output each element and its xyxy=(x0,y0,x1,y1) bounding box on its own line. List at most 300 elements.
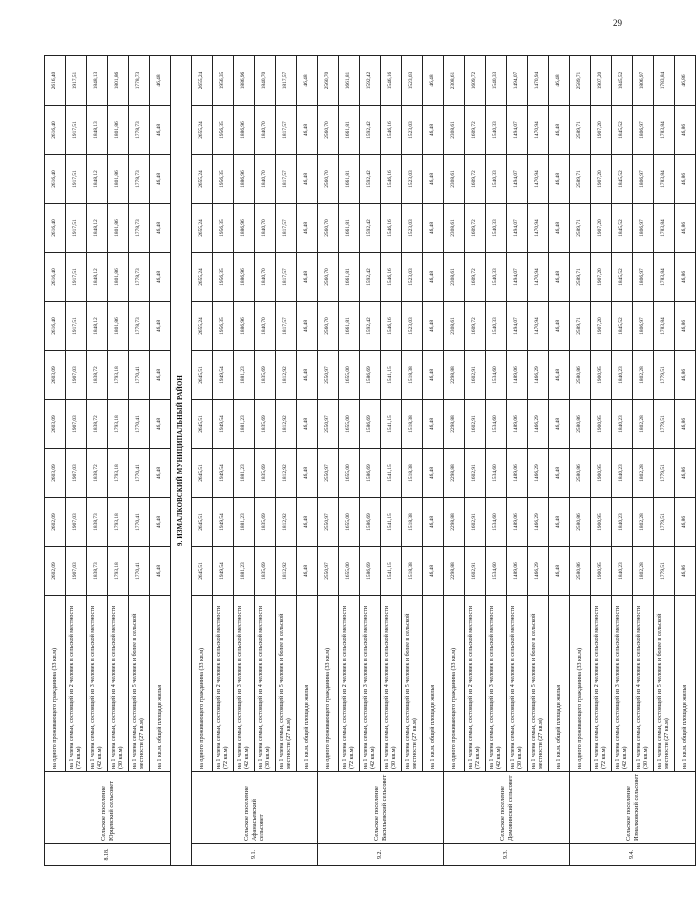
norm-label: на 1 кв.м. общей площади жилья xyxy=(150,596,171,772)
value-cell: 1661,81 xyxy=(339,204,360,253)
value-cell: 1900,95 xyxy=(591,547,612,596)
table-row xyxy=(633,56,654,866)
value-cell: 46,48 xyxy=(423,204,444,253)
row-group-index: 9.1. xyxy=(192,844,318,866)
tariff-table xyxy=(44,55,696,866)
norm-label: на 1 члена семьи, состоящей из 4 человек в сельской местности (30 кв.м) xyxy=(255,596,276,772)
value-cell: 1546,16 xyxy=(381,253,402,302)
value-cell: 1661,81 xyxy=(339,253,360,302)
value-cell: 1592,42 xyxy=(360,155,381,204)
norm-label: на 1 члена семьи, состоящей из 5 человек и более в сельской местности (27 кв.м) xyxy=(402,596,423,772)
value-cell: 1793,18 xyxy=(108,547,129,596)
value-cell: 46,48 xyxy=(423,547,444,596)
value-cell: 1835,69 xyxy=(255,351,276,400)
value-cell: 46,48 xyxy=(297,547,318,596)
value-cell: 46,48 xyxy=(423,106,444,155)
value-cell: 1523,03 xyxy=(402,56,423,106)
value-cell: 1783,84 xyxy=(654,204,675,253)
value-cell: 2308,61 xyxy=(444,56,465,106)
value-cell: 1802,28 xyxy=(633,400,654,449)
value-cell: 1793,18 xyxy=(108,498,129,547)
value-cell: 1949,54 xyxy=(213,449,234,498)
value-cell: 1956,35 xyxy=(213,253,234,302)
value-cell: 1661,81 xyxy=(339,106,360,155)
value-cell: 46,48 xyxy=(549,547,570,596)
value-cell: 2602,09 xyxy=(45,547,66,596)
norm-label: на 1 члена семьи, состоящей из 5 человек и более в сельской местности (27 кв.м) xyxy=(528,596,549,772)
value-cell: 1602,91 xyxy=(465,400,486,449)
value-cell: 1801,86 xyxy=(108,204,129,253)
value-cell: 1546,16 xyxy=(381,155,402,204)
value-cell: 2308,61 xyxy=(444,253,465,302)
value-cell: 46,86 xyxy=(675,204,696,253)
value-cell: 2655,24 xyxy=(192,302,213,351)
value-cell: 1541,15 xyxy=(381,400,402,449)
value-cell: 1783,84 xyxy=(654,302,675,351)
value-cell: 1840,23 xyxy=(612,351,633,400)
value-cell: 46,86 xyxy=(675,449,696,498)
value-cell: 1956,35 xyxy=(213,155,234,204)
value-cell: 2560,70 xyxy=(318,106,339,155)
value-cell: 46,48 xyxy=(549,449,570,498)
value-cell: 2298,88 xyxy=(444,547,465,596)
value-cell: 46,86 xyxy=(675,253,696,302)
row-group-index: 8.18. xyxy=(45,844,171,866)
value-cell: 1470,94 xyxy=(528,253,549,302)
value-cell: 2308,61 xyxy=(444,204,465,253)
value-cell: 1812,92 xyxy=(276,400,297,449)
value-cell: 1907,20 xyxy=(591,56,612,106)
value-cell: 46,48 xyxy=(549,302,570,351)
value-cell: 1886,96 xyxy=(234,204,255,253)
value-cell: 1845,52 xyxy=(612,302,633,351)
value-cell: 1541,15 xyxy=(381,498,402,547)
value-cell: 46,48 xyxy=(297,400,318,449)
value-cell: 46,48 xyxy=(150,56,171,106)
value-cell: 1518,38 xyxy=(402,498,423,547)
value-cell: 46,48 xyxy=(150,155,171,204)
value-cell: 1778,73 xyxy=(129,56,150,106)
value-cell: 1907,20 xyxy=(591,155,612,204)
value-cell: 1817,57 xyxy=(276,204,297,253)
value-cell: 1812,92 xyxy=(276,449,297,498)
table-row xyxy=(213,56,234,866)
value-cell: 1534,60 xyxy=(486,351,507,400)
value-cell: 1848,13 xyxy=(87,106,108,155)
table-row xyxy=(612,56,633,866)
value-cell: 1602,91 xyxy=(465,498,486,547)
norm-label: на 1 кв.м. общей площади жилья xyxy=(297,596,318,772)
value-cell: 1806,97 xyxy=(633,204,654,253)
value-cell: 1845,52 xyxy=(612,253,633,302)
value-cell: 1541,15 xyxy=(381,449,402,498)
value-cell: 46,48 xyxy=(297,155,318,204)
value-cell: 1540,33 xyxy=(486,204,507,253)
value-cell: 1835,69 xyxy=(255,498,276,547)
value-cell: 46,48 xyxy=(549,106,570,155)
value-cell: 46,48 xyxy=(423,400,444,449)
table-row xyxy=(507,56,528,866)
value-cell: 1840,70 xyxy=(255,56,276,106)
value-cell: 1602,91 xyxy=(465,547,486,596)
table-row xyxy=(150,56,171,866)
row-group-index: 9.3. xyxy=(444,844,570,866)
value-cell: 46,48 xyxy=(150,400,171,449)
value-cell: 1586,69 xyxy=(360,547,381,596)
value-cell: 1592,42 xyxy=(360,253,381,302)
value-cell: 2603,09 xyxy=(45,400,66,449)
value-cell: 2603,09 xyxy=(45,351,66,400)
value-cell: 46,48 xyxy=(297,106,318,155)
value-cell: 1778,73 xyxy=(129,155,150,204)
value-cell: 1540,33 xyxy=(486,56,507,106)
value-cell: 46,48 xyxy=(150,253,171,302)
value-cell: 46,48 xyxy=(297,302,318,351)
region-title: 9. ИЗМАЛКОВСКИЙ МУНИЦИПАЛЬНЫЙ РАЙОН xyxy=(171,56,192,866)
rotated-table-frame xyxy=(44,56,688,866)
value-cell: 2298,88 xyxy=(444,449,465,498)
value-cell: 1779,51 xyxy=(654,400,675,449)
value-cell: 1540,33 xyxy=(486,302,507,351)
value-cell: 1838,72 xyxy=(87,400,108,449)
value-cell: 1817,57 xyxy=(276,56,297,106)
value-cell: 1840,70 xyxy=(255,253,276,302)
table-row xyxy=(444,56,465,866)
table-row xyxy=(255,56,276,866)
value-cell: 46,48 xyxy=(150,106,171,155)
value-cell: 1838,73 xyxy=(87,498,108,547)
value-cell: 2560,70 xyxy=(318,56,339,106)
table-row xyxy=(570,56,591,866)
value-cell: 1835,69 xyxy=(255,547,276,596)
value-cell: 2308,61 xyxy=(444,106,465,155)
value-cell: 1523,03 xyxy=(402,204,423,253)
value-cell: 1494,07 xyxy=(507,56,528,106)
value-cell: 1466,29 xyxy=(528,498,549,547)
value-cell: 1523,03 xyxy=(402,302,423,351)
value-cell: 1494,07 xyxy=(507,155,528,204)
value-cell: 1779,51 xyxy=(654,351,675,400)
value-cell: 1518,38 xyxy=(402,547,423,596)
value-cell: 46,48 xyxy=(297,449,318,498)
value-cell: 1534,60 xyxy=(486,400,507,449)
norm-label: на 1 члена семьи, состоящей из 3 человек в сельской местности (42 кв.м) xyxy=(612,596,633,772)
norm-label: на одного проживающего гражданина (33 кв.м) xyxy=(192,596,213,772)
value-cell: 2616,40 xyxy=(45,253,66,302)
value-cell: 2560,70 xyxy=(318,302,339,351)
value-cell: 1907,03 xyxy=(66,449,87,498)
value-cell: 1801,86 xyxy=(108,302,129,351)
value-cell: 1470,94 xyxy=(528,204,549,253)
value-cell: 1540,33 xyxy=(486,155,507,204)
settlement-name: Сельское поселение Домовинский сельсовет xyxy=(444,772,570,844)
value-cell: 1489,06 xyxy=(507,498,528,547)
value-cell: 1806,97 xyxy=(633,302,654,351)
value-cell: 1886,96 xyxy=(234,106,255,155)
value-cell: 1655,00 xyxy=(339,547,360,596)
value-cell: 1779,51 xyxy=(654,449,675,498)
value-cell: 1609,72 xyxy=(465,56,486,106)
value-cell: 1817,57 xyxy=(276,155,297,204)
table-row xyxy=(402,56,423,866)
value-cell: 1881,23 xyxy=(234,351,255,400)
value-cell: 1949,54 xyxy=(213,547,234,596)
value-cell: 1655,00 xyxy=(339,498,360,547)
value-cell: 1523,03 xyxy=(402,106,423,155)
value-cell: 2298,88 xyxy=(444,498,465,547)
value-cell: 1586,69 xyxy=(360,498,381,547)
value-cell: 46,48 xyxy=(150,498,171,547)
table-row xyxy=(87,56,108,866)
table-row xyxy=(486,56,507,866)
value-cell: 1838,72 xyxy=(87,351,108,400)
value-cell: 46,48 xyxy=(150,204,171,253)
value-cell: 1900,95 xyxy=(591,400,612,449)
value-cell: 1840,70 xyxy=(255,155,276,204)
value-cell: 1835,69 xyxy=(255,449,276,498)
value-cell: 1586,69 xyxy=(360,449,381,498)
value-cell: 1812,92 xyxy=(276,498,297,547)
value-cell: 2655,24 xyxy=(192,106,213,155)
value-cell: 1770,41 xyxy=(129,498,150,547)
value-cell: 1949,54 xyxy=(213,498,234,547)
value-cell: 1956,35 xyxy=(213,204,234,253)
value-cell: 1881,23 xyxy=(234,400,255,449)
value-cell: 1907,20 xyxy=(591,106,612,155)
value-cell: 46,48 xyxy=(150,351,171,400)
value-cell: 2589,71 xyxy=(570,253,591,302)
value-cell: 1848,12 xyxy=(87,302,108,351)
value-cell: 1917,51 xyxy=(66,56,87,106)
value-cell: 1494,07 xyxy=(507,302,528,351)
table-body xyxy=(45,56,696,866)
value-cell: 1778,73 xyxy=(129,106,150,155)
norm-label: на 1 члена семьи, состоящей из 2 человек в сельской местности (72 кв.м) xyxy=(66,596,87,772)
value-cell: 2616,40 xyxy=(45,106,66,155)
value-cell: 1848,12 xyxy=(87,204,108,253)
value-cell: 1848,12 xyxy=(87,253,108,302)
value-cell: 1541,15 xyxy=(381,547,402,596)
value-cell: 1592,42 xyxy=(360,56,381,106)
value-cell: 1466,29 xyxy=(528,547,549,596)
value-cell: 1817,57 xyxy=(276,253,297,302)
value-cell: 1840,23 xyxy=(612,547,633,596)
norm-label: на 1 члена семьи, состоящей из 3 человек в сельской местности (42 кв.м) xyxy=(234,596,255,772)
value-cell: 1489,06 xyxy=(507,351,528,400)
table-row xyxy=(234,56,255,866)
value-cell: 2589,71 xyxy=(570,302,591,351)
table-row xyxy=(381,56,402,866)
value-cell: 1466,29 xyxy=(528,351,549,400)
norm-label: на 1 кв.м. общей площади жилья xyxy=(423,596,444,772)
table-row xyxy=(528,56,549,866)
value-cell: 1840,70 xyxy=(255,204,276,253)
value-cell: 2550,97 xyxy=(318,498,339,547)
value-cell: 2580,86 xyxy=(570,498,591,547)
row-group-index: 9.4. xyxy=(570,844,696,866)
value-cell: 1949,54 xyxy=(213,400,234,449)
value-cell: 46,48 xyxy=(150,302,171,351)
value-cell: 1848,13 xyxy=(87,56,108,106)
norm-label: на 1 члена семьи, состоящей из 2 человек в сельской местности (72 кв.м) xyxy=(465,596,486,772)
value-cell: 1881,23 xyxy=(234,498,255,547)
value-cell: 1534,60 xyxy=(486,498,507,547)
value-cell: 1793,18 xyxy=(108,400,129,449)
value-cell: 2589,71 xyxy=(570,106,591,155)
value-cell: 2655,24 xyxy=(192,155,213,204)
value-cell: 2645,51 xyxy=(192,351,213,400)
value-cell: 1540,33 xyxy=(486,106,507,155)
value-cell: 1655,00 xyxy=(339,400,360,449)
norm-label: на 1 члена семьи, состоящей из 2 человек в сельской местности (72 кв.м) xyxy=(591,596,612,772)
value-cell: 1806,97 xyxy=(633,106,654,155)
value-cell: 1592,42 xyxy=(360,106,381,155)
table-row xyxy=(549,56,570,866)
value-cell: 1770,41 xyxy=(129,351,150,400)
value-cell: 1609,72 xyxy=(465,155,486,204)
value-cell: 1779,51 xyxy=(654,498,675,547)
value-cell: 46,86 xyxy=(675,155,696,204)
value-cell: 1592,42 xyxy=(360,302,381,351)
norm-label: на 1 члена семьи, состоящей из 5 человек и более в сельской местности (27 кв.м) xyxy=(129,596,150,772)
value-cell: 1609,72 xyxy=(465,106,486,155)
value-cell: 1956,35 xyxy=(213,56,234,106)
value-cell: 1917,51 xyxy=(66,204,87,253)
value-cell: 1489,06 xyxy=(507,449,528,498)
value-cell: 1770,41 xyxy=(129,547,150,596)
value-cell: 46,48 xyxy=(297,204,318,253)
value-cell: 1907,03 xyxy=(66,400,87,449)
value-cell: 1956,35 xyxy=(213,106,234,155)
value-cell: 46,48 xyxy=(297,351,318,400)
value-cell: 1907,03 xyxy=(66,351,87,400)
value-cell: 46,48 xyxy=(423,155,444,204)
value-cell: 1907,20 xyxy=(591,253,612,302)
value-cell: 2580,86 xyxy=(570,449,591,498)
value-cell: 1812,92 xyxy=(276,351,297,400)
value-cell: 1840,23 xyxy=(612,498,633,547)
value-cell: 1907,03 xyxy=(66,547,87,596)
value-cell: 1602,91 xyxy=(465,351,486,400)
value-cell: 2580,86 xyxy=(570,351,591,400)
value-cell: 1783,84 xyxy=(654,106,675,155)
value-cell: 2298,88 xyxy=(444,351,465,400)
value-cell: 1812,92 xyxy=(276,547,297,596)
value-cell: 1470,94 xyxy=(528,106,549,155)
value-cell: 46,48 xyxy=(423,56,444,106)
value-cell: 1783,84 xyxy=(654,56,675,106)
value-cell: 1840,70 xyxy=(255,106,276,155)
value-cell: 1466,29 xyxy=(528,449,549,498)
value-cell: 1806,97 xyxy=(633,56,654,106)
value-cell: 46,48 xyxy=(549,56,570,106)
value-cell: 1886,96 xyxy=(234,56,255,106)
value-cell: 2645,51 xyxy=(192,400,213,449)
norm-label: на 1 члена семьи, состоящей из 4 человек в сельской местности (30 кв.м) xyxy=(381,596,402,772)
value-cell: 1801,86 xyxy=(108,106,129,155)
value-cell: 1835,69 xyxy=(255,400,276,449)
value-cell: 2645,51 xyxy=(192,449,213,498)
value-cell: 1917,51 xyxy=(66,253,87,302)
value-cell: 1806,97 xyxy=(633,253,654,302)
value-cell: 2616,40 xyxy=(45,155,66,204)
value-cell: 1845,52 xyxy=(612,155,633,204)
value-cell: 46,48 xyxy=(549,204,570,253)
value-cell: 1546,16 xyxy=(381,56,402,106)
page-number: 29 xyxy=(613,18,622,28)
value-cell: 1661,81 xyxy=(339,56,360,106)
value-cell: 1592,42 xyxy=(360,204,381,253)
norm-label: на 1 члена семьи, состоящей из 4 человек в сельской местности (30 кв.м) xyxy=(633,596,654,772)
value-cell: 2645,51 xyxy=(192,547,213,596)
value-cell: 1881,23 xyxy=(234,547,255,596)
value-cell: 1900,95 xyxy=(591,498,612,547)
value-cell: 1609,72 xyxy=(465,253,486,302)
value-cell: 2308,61 xyxy=(444,302,465,351)
value-cell: 1840,23 xyxy=(612,400,633,449)
value-cell: 2603,09 xyxy=(45,449,66,498)
value-cell: 2616,40 xyxy=(45,204,66,253)
value-cell: 1541,15 xyxy=(381,351,402,400)
value-cell: 1802,28 xyxy=(633,498,654,547)
value-cell: 1801,86 xyxy=(108,155,129,204)
value-cell: 1886,96 xyxy=(234,155,255,204)
settlement-name: Сельское поселение Афанасьевский сельсовет xyxy=(192,772,318,844)
value-cell: 1494,07 xyxy=(507,106,528,155)
value-cell: 1546,16 xyxy=(381,204,402,253)
value-cell: 2655,24 xyxy=(192,56,213,106)
norm-label: на одного проживающего гражданина (33 кв.м) xyxy=(444,596,465,772)
value-cell: 1801,86 xyxy=(108,56,129,106)
value-cell: 46,86 xyxy=(675,302,696,351)
value-cell: 46,86 xyxy=(675,106,696,155)
value-cell: 46,48 xyxy=(297,56,318,106)
value-cell: 1778,73 xyxy=(129,302,150,351)
value-cell: 46,86 xyxy=(675,498,696,547)
value-cell: 46,48 xyxy=(423,449,444,498)
value-cell: 2589,71 xyxy=(570,204,591,253)
value-cell: 2645,51 xyxy=(192,498,213,547)
value-cell: 2589,71 xyxy=(570,155,591,204)
value-cell: 1840,23 xyxy=(612,449,633,498)
table-row xyxy=(45,56,66,866)
value-cell: 46,48 xyxy=(150,547,171,596)
value-cell: 46,86 xyxy=(675,56,696,106)
table-row xyxy=(192,56,213,866)
value-cell: 1661,81 xyxy=(339,302,360,351)
table-row xyxy=(675,56,696,866)
value-cell: 1886,96 xyxy=(234,253,255,302)
settlement-name: Сельское поселение Измалковский сельсовет xyxy=(570,772,696,844)
value-cell: 2550,97 xyxy=(318,400,339,449)
norm-label: на одного проживающего гражданина (33 кв.м) xyxy=(45,596,66,772)
value-cell: 1817,57 xyxy=(276,106,297,155)
value-cell: 1838,72 xyxy=(87,449,108,498)
norm-label: на одного проживающего гражданина (33 кв.м) xyxy=(570,596,591,772)
value-cell: 1956,35 xyxy=(213,302,234,351)
norm-label: на 1 члена семьи, состоящей из 4 человек в сельской местности (30 кв.м) xyxy=(108,596,129,772)
settlement-name: Сельское поселение Васильевский сельсовет xyxy=(318,772,444,844)
norm-label: на 1 члена семьи, состоящей из 2 человек в сельской местности (72 кв.м) xyxy=(213,596,234,772)
norm-label: на 1 члена семьи, состоящей из 3 человек в сельской местности (42 кв.м) xyxy=(360,596,381,772)
value-cell: 46,48 xyxy=(423,351,444,400)
value-cell: 1778,73 xyxy=(129,253,150,302)
value-cell: 1900,95 xyxy=(591,449,612,498)
value-cell: 1949,54 xyxy=(213,351,234,400)
value-cell: 46,48 xyxy=(297,253,318,302)
value-cell: 46,48 xyxy=(423,302,444,351)
value-cell: 46,48 xyxy=(549,351,570,400)
